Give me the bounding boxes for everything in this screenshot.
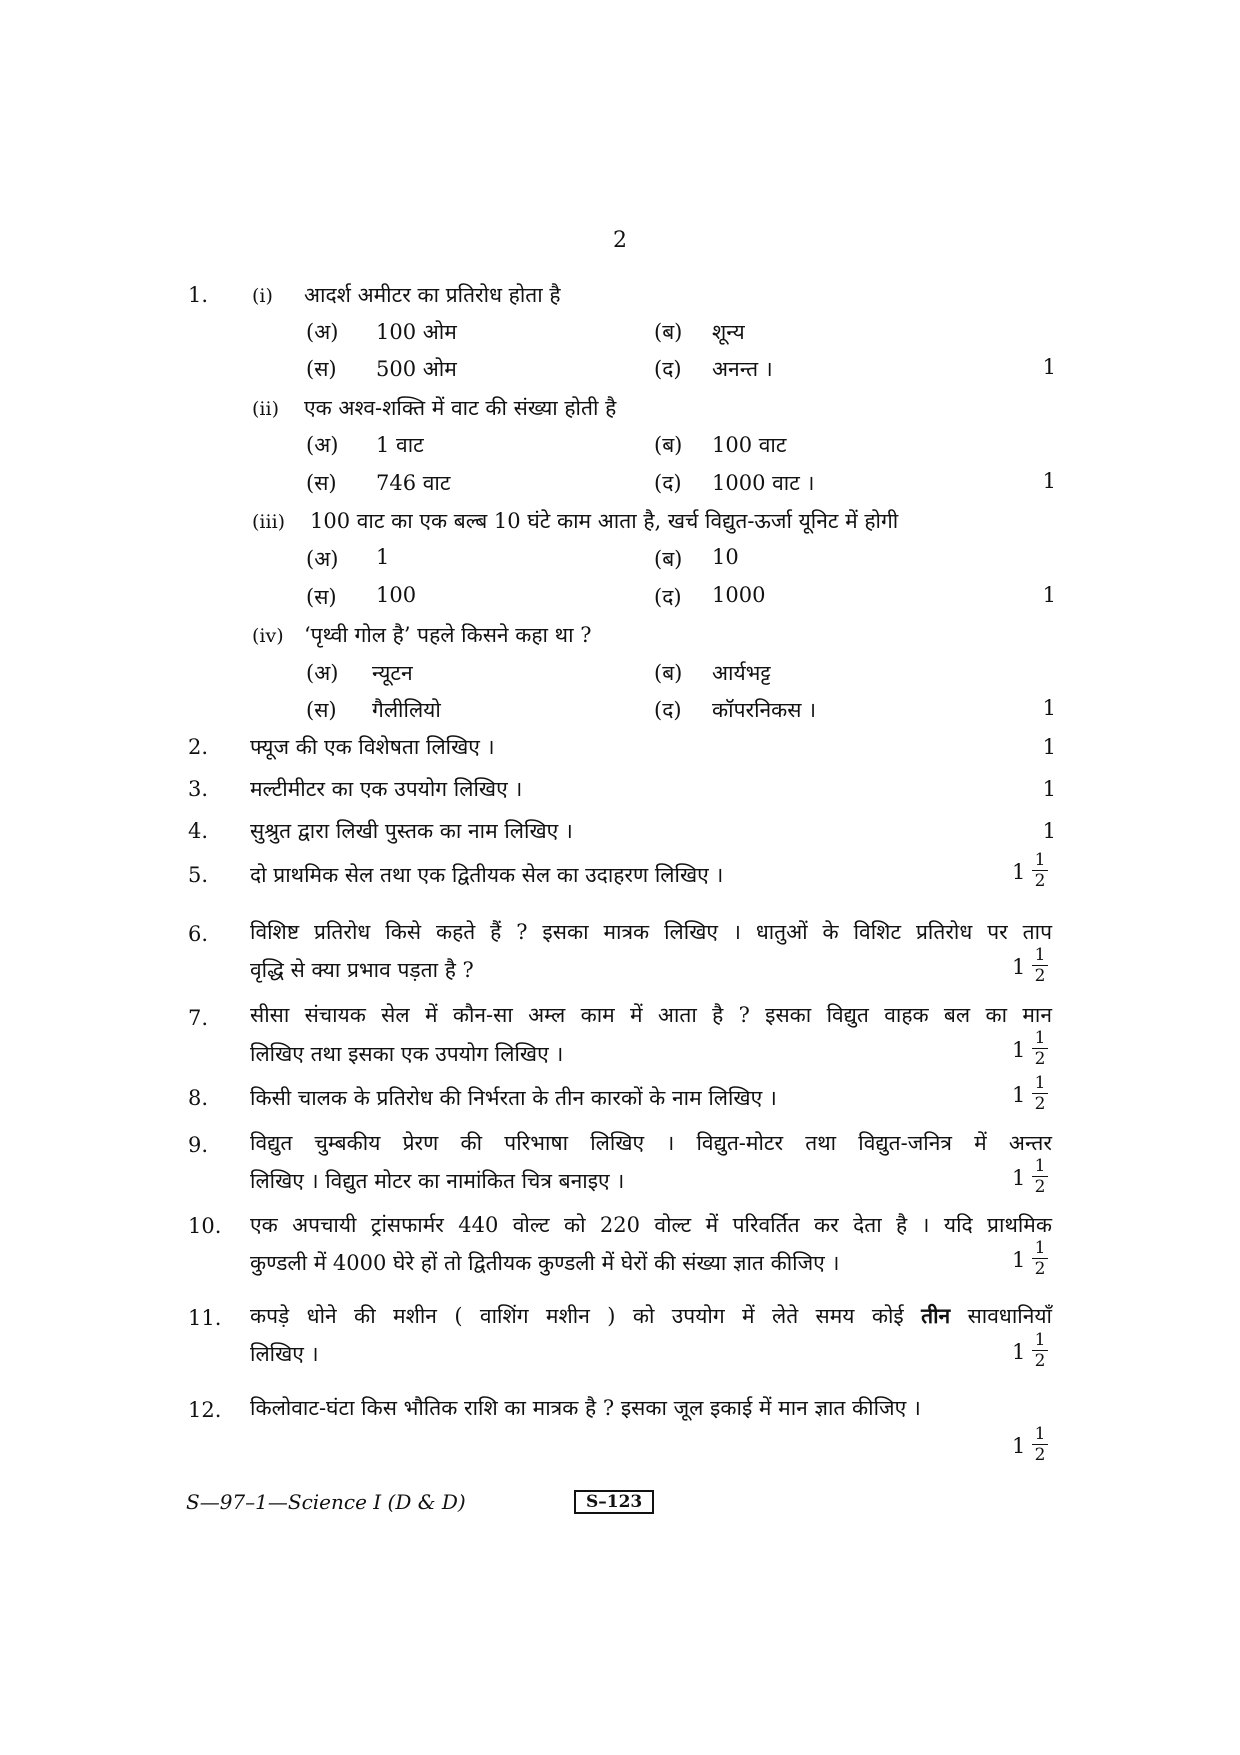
option-value: 100 bbox=[376, 583, 417, 607]
marks-denominator: 2 bbox=[1034, 1351, 1046, 1371]
marks: 1 bbox=[1042, 735, 1056, 759]
option-label: (अ) bbox=[306, 320, 339, 344]
question-number: 4. bbox=[188, 819, 209, 843]
question-number: 10. bbox=[188, 1214, 222, 1238]
question-text: कपड़े धोने की मशीन ( वाशिंग मशीन ) को उपयोग में लेते समय कोई तीन सावधानियाँ bbox=[250, 1303, 1052, 1328]
option-label: (ब) bbox=[654, 320, 683, 344]
question-number: 7. bbox=[188, 1006, 209, 1030]
marks-whole: 1 bbox=[1012, 1166, 1026, 1190]
option-value: 100 वाट bbox=[712, 433, 787, 457]
option-label: (ब) bbox=[654, 547, 683, 571]
marks-denominator: 2 bbox=[1034, 871, 1046, 891]
marks-denominator: 2 bbox=[1034, 1445, 1046, 1465]
question-text: वृद्धि से क्या प्रभाव पड़ता है ? bbox=[250, 958, 474, 982]
option-label: (द) bbox=[654, 585, 682, 609]
question-text: विशिष्ट प्रतिरोध किसे कहते हैं ? इसका मात्रक लिखिए । धातुओं के विशिट प्रतिरोध पर ताप bbox=[250, 920, 1052, 944]
marks-whole: 1 bbox=[1012, 860, 1026, 884]
marks-mixed-fraction bbox=[1012, 1156, 1060, 1204]
paper-code-box: S–123 bbox=[574, 1490, 654, 1514]
marks: 1 bbox=[1042, 819, 1056, 843]
marks-denominator: 2 bbox=[1034, 1259, 1046, 1279]
sub-question-number: (iii) bbox=[252, 511, 286, 533]
marks-whole: 1 bbox=[1012, 1248, 1026, 1272]
marks: 1 bbox=[1042, 469, 1056, 493]
marks-denominator: 2 bbox=[1034, 1177, 1046, 1197]
option-value: 1 वाट bbox=[376, 433, 424, 457]
marks-mixed-fraction bbox=[1012, 1073, 1060, 1121]
option-label: (स) bbox=[306, 698, 337, 722]
option-value: 100 ओम bbox=[376, 320, 457, 344]
marks-mixed-fraction bbox=[1012, 1028, 1060, 1076]
question-text: लिखिए तथा इसका एक उपयोग लिखिए । bbox=[250, 1042, 564, 1066]
question-number: 5. bbox=[188, 863, 209, 887]
marks: 1 bbox=[1042, 583, 1056, 607]
sub-question-text: ‘पृथ्वी गोल है’ पहले किसने कहा था ? bbox=[304, 623, 592, 647]
emphasis-text: तीन bbox=[921, 1303, 951, 1328]
marks-whole: 1 bbox=[1012, 1038, 1026, 1062]
option-value: कॉपरनिकस । bbox=[712, 698, 817, 722]
option-label: (द) bbox=[654, 471, 682, 495]
marks-mixed-fraction bbox=[1012, 1330, 1060, 1378]
question-text: किलोवाट-घंटा किस भौतिक राशि का मात्रक है ? इसका जूल इकाई में मान ज्ञात कीजिए । bbox=[250, 1396, 921, 1420]
marks-whole: 1 bbox=[1012, 1434, 1026, 1458]
marks-numerator: 1 bbox=[1032, 1330, 1048, 1351]
question-text: सुश्रुत द्वारा लिखी पुस्तक का नाम लिखिए । bbox=[250, 819, 573, 843]
option-value: 1 bbox=[376, 545, 390, 569]
option-label: (अ) bbox=[306, 661, 339, 685]
option-label: (द) bbox=[654, 698, 682, 722]
question-number: 12. bbox=[188, 1398, 222, 1422]
marks-mixed-fraction bbox=[1012, 945, 1060, 993]
marks-mixed-fraction bbox=[1012, 1424, 1060, 1472]
marks-numerator: 1 bbox=[1032, 945, 1048, 966]
marks-denominator: 2 bbox=[1034, 966, 1046, 986]
option-value: 1000 bbox=[712, 583, 766, 607]
marks: 1 bbox=[1042, 355, 1056, 379]
marks-numerator: 1 bbox=[1032, 1028, 1048, 1049]
sub-question-number: (iv) bbox=[252, 625, 284, 647]
sub-question-text: 100 वाट का एक बल्ब 10 घंटे काम आता है, खर्च विद्युत-ऊर्जा यूनिट में होगी bbox=[310, 509, 899, 533]
option-label: (ब) bbox=[654, 661, 683, 685]
marks-whole: 1 bbox=[1012, 1340, 1026, 1364]
option-value: 1000 वाट । bbox=[712, 471, 815, 495]
paper-code: S—97–1—Science I (D & D) bbox=[186, 1490, 466, 1514]
question-number: 11. bbox=[188, 1306, 222, 1330]
question-text: एक अपचायी ट्रांसफार्मर 440 वोल्ट को 220 वोल्ट में परिवर्तित कर देता है । यदि प्राथमिक bbox=[250, 1213, 1052, 1237]
question-number: 9. bbox=[188, 1133, 209, 1157]
question-number: 6. bbox=[188, 922, 209, 946]
question-number: 2. bbox=[188, 735, 209, 759]
option-value: शून्य bbox=[712, 320, 745, 344]
question-text: लिखिए । विद्युत मोटर का नामांकित चित्र बनाइए । bbox=[250, 1169, 625, 1193]
question-number: 8. bbox=[188, 1086, 209, 1110]
question-text: कुण्डली में 4000 घेरे हों तो द्वितीयक कुण्डली में घेरों की संख्या ज्ञात कीजिए । bbox=[250, 1251, 840, 1275]
option-value: 500 ओम bbox=[376, 357, 457, 381]
sub-question-number: (i) bbox=[252, 285, 273, 307]
question-text: दो प्राथमिक सेल तथा एक द्वितीयक सेल का उदाहरण लिखिए । bbox=[250, 863, 724, 887]
marks-numerator: 1 bbox=[1032, 1156, 1048, 1177]
marks-denominator: 2 bbox=[1034, 1094, 1046, 1114]
marks: 1 bbox=[1042, 696, 1056, 720]
option-value: 746 वाट bbox=[376, 471, 451, 495]
marks-numerator: 1 bbox=[1032, 1073, 1048, 1094]
marks: 1 bbox=[1042, 777, 1056, 801]
option-value: न्यूटन bbox=[372, 661, 413, 685]
option-label: (स) bbox=[306, 585, 337, 609]
question-text: किसी चालक के प्रतिरोध की निर्भरता के तीन कारकों के नाम लिखिए । bbox=[250, 1086, 777, 1110]
marks-denominator: 2 bbox=[1034, 1049, 1046, 1069]
marks-whole: 1 bbox=[1012, 1083, 1026, 1107]
question-text: फ्यूज की एक विशेषता लिखिए । bbox=[250, 735, 495, 759]
option-value: 10 bbox=[712, 545, 739, 569]
question-text: मल्टीमीटर का एक उपयोग लिखिए । bbox=[250, 777, 523, 801]
marks-numerator: 1 bbox=[1032, 1238, 1048, 1259]
option-label: (ब) bbox=[654, 433, 683, 457]
sub-question-text: एक अश्व-शक्ति में वाट की संख्या होती है bbox=[304, 396, 617, 420]
question-number: 3. bbox=[188, 777, 209, 801]
option-value: अनन्त । bbox=[712, 357, 773, 381]
option-label: (अ) bbox=[306, 433, 339, 457]
marks-numerator: 1 bbox=[1032, 1424, 1048, 1445]
marks-mixed-fraction bbox=[1012, 850, 1060, 898]
option-value: गैलीलियो bbox=[372, 698, 441, 722]
marks-mixed-fraction bbox=[1012, 1238, 1060, 1286]
page-number: 2 bbox=[613, 228, 627, 253]
question-text: विद्युत चुम्बकीय प्रेरण की परिभाषा लिखिए । विद्युत-मोटर तथा विद्युत-जनित्र में अन्तर bbox=[250, 1131, 1052, 1155]
question-number: 1. bbox=[188, 283, 209, 307]
marks-numerator: 1 bbox=[1032, 850, 1048, 871]
option-value: आर्यभट्ट bbox=[712, 661, 771, 685]
option-label: (स) bbox=[306, 471, 337, 495]
marks-whole: 1 bbox=[1012, 955, 1026, 979]
sub-question-text: आदर्श अमीटर का प्रतिरोध होता है bbox=[304, 283, 561, 307]
question-text: लिखिए । bbox=[250, 1342, 319, 1366]
sub-question-number: (ii) bbox=[252, 398, 279, 420]
option-label: (द) bbox=[654, 357, 682, 381]
option-label: (स) bbox=[306, 357, 337, 381]
question-text: सीसा संचायक सेल में कौन-सा अम्ल काम में आता है ? इसका विद्युत वाहक बल का मान bbox=[250, 1003, 1052, 1027]
option-label: (अ) bbox=[306, 547, 339, 571]
